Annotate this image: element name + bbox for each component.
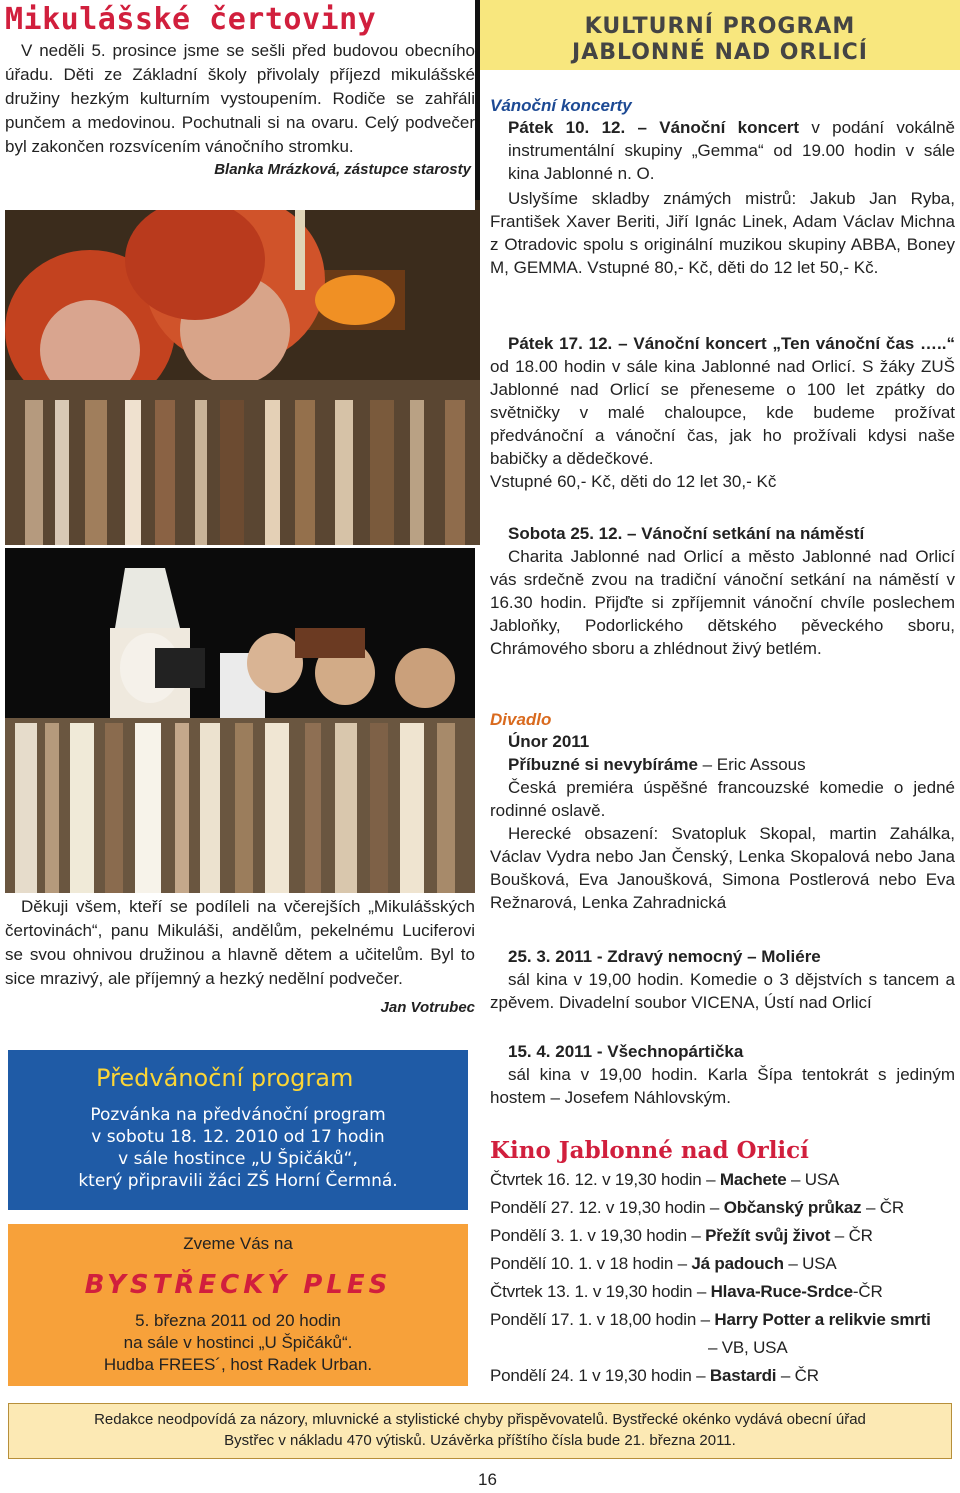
kino-row-when: Čtvrtek 13. 1. v 19,30 hodin – [490, 1282, 711, 1301]
program-header-band [480, 0, 960, 70]
ples-line: na sále v hostinci „U Špičáků“. [123, 1333, 353, 1352]
ples-text [8, 1310, 468, 1376]
kino-row-origin: – USA [786, 1170, 840, 1189]
photo-mikulas [5, 548, 475, 893]
predvanocni-heading: Předvánoční program [96, 1064, 354, 1092]
theatre2-section [490, 945, 955, 1014]
theatre1-title-line [490, 753, 955, 776]
kino-row-film: Bastardi [709, 1366, 777, 1385]
predvanocni-program-box [8, 1050, 468, 1210]
ples-heading: BYSTŘECKÝ PLES [84, 1270, 392, 1300]
theatre1-date: Únor 2011 [508, 732, 590, 751]
concerts-section [490, 96, 955, 279]
kino-row [490, 1166, 955, 1194]
ples-box [8, 1224, 468, 1386]
kino-row-film: Já padouch [691, 1254, 784, 1273]
theatre2-head: 25. 3. 2011 - Zdravý nemocný – Moliére [508, 947, 821, 966]
thanks-signature: Jan Votrubec [380, 999, 475, 1016]
concerts-label: Vánoční koncerty [490, 96, 632, 115]
predvanocni-line: Pozvánka na předvánoční program [90, 1105, 386, 1125]
concert2-text: od 18.00 hodin v sále kina Jablonné nad Orlicí. S žáky ZUŠ Jablonné nad Orlicí se přeneseme o 100 let zpátky do světničky v malé chaloupce, kde budeme prožívat předvánoční a vánoční čas, jak ho prožívali kdysi naše babičky a dědečkové. [490, 357, 955, 468]
kino-row [490, 1222, 955, 1250]
theatre3-head: 15. 4. 2011 - Všechnopártička [508, 1042, 744, 1061]
kino-row-when: Pondělí 17. 1. v 18,00 hodin – [490, 1310, 715, 1329]
concert3-head: Sobota 25. 12. – Vánoční setkání na náměstí [508, 524, 865, 543]
article-title: Mikulášské čertoviny [5, 2, 377, 37]
concert1 [490, 116, 955, 185]
kino-row-origin: – ČR [830, 1226, 873, 1245]
theatre-section [490, 710, 955, 914]
footer-line2: Bystřec v nákladu 470 výtisků. Uzávěrka příštího čísla bude 21. března 2011. [224, 1432, 736, 1449]
kino-row-origin: – USA [783, 1254, 837, 1273]
photo-mikulas-image [5, 548, 475, 893]
kino-row-film: Harry Potter a relikvie smrti [714, 1310, 931, 1329]
kino-row-when: Pondělí 24. 1 v 19,30 hodin – [490, 1366, 710, 1385]
kino-section [490, 1137, 955, 1390]
concert2 [490, 332, 955, 470]
program-heading [480, 0, 960, 66]
predvanocni-line: v sobotu 18. 12. 2010 od 17 hodin [91, 1127, 385, 1147]
theatre2-text: sál kina v 19,00 hodin. Komedie o 3 dějstvích s tancem a zpěvem. Divadelní soubor VICENA, Ústí nad Orlicí [490, 970, 955, 1012]
predvanocni-text [8, 1104, 468, 1192]
kino-row-when: Čtvrtek 16. 12. v 19,30 hodin – [490, 1170, 720, 1189]
theatre1-title: Příbuzné si nevybíráme [508, 755, 698, 774]
kino-row-origin-extra: – VB, USA [708, 1338, 788, 1357]
theatre1-author: – Eric Assous [697, 755, 806, 774]
kino-row [490, 1278, 955, 1306]
kino-row-origin: -ČR [852, 1282, 883, 1301]
kino-list [490, 1166, 955, 1390]
concert3-section [490, 522, 955, 660]
intro-signature: Blanka Mrázková, zástupce starosty [214, 161, 471, 178]
concert1-date: Pátek 10. 12. [508, 118, 626, 137]
kino-row [490, 1250, 955, 1278]
theatre1-cast: Herecké obsazení: Svatopluk Skopal, martin Zahálka, Václav Vydra nebo Jan Čenský, Lenka Skopalová nebo Jana Boušková, Eva Janoušková, Simona Postlerová nebo Eva Režnarová, Lenka Zahradnická [490, 824, 955, 912]
kino-title: Kino Jablonné nad Orlicí [490, 1137, 809, 1164]
predvanocni-line: který připravili žáci ZŠ Horní Čermná. [78, 1171, 398, 1191]
theatre3-text: sál kina v 19,00 hodin. Karla Šípa tentokrát s jediným hostem – Josefem Náhlovským. [490, 1065, 955, 1107]
footer-notice [8, 1403, 952, 1459]
kino-row-film: Machete [719, 1170, 787, 1189]
kino-row [490, 1306, 955, 1334]
kino-row-film: Občanský průkaz [723, 1198, 862, 1217]
kino-row-when: Pondělí 3. 1. v 19,30 hodin – [490, 1226, 706, 1245]
kino-row [490, 1194, 955, 1222]
concert1-desc: Uslyšíme skladby známých mistrů: Jakub Jan Ryba, František Xaver Beriti, Jiří Ignác Linek, Adam Václav Michna z Otradovic spolu s originální muzikou skupiny ABBA, Boney M, GEMMA. Vstupné 80,- Kč, děti do 12 let 50,- Kč. [490, 189, 955, 277]
intro-block [5, 2, 475, 178]
theatre1-desc: Česká premiéra úspěšné francouzské komedie o jedné rodinné oslavě. [490, 778, 955, 820]
concert1-title: – Vánoční koncert [637, 118, 800, 137]
concert2-price: Vstupné 60,- Kč, děti do 12 let 30,- Kč [490, 472, 777, 491]
concert2-section [490, 332, 955, 493]
program-heading-line1: KULTURNÍ PROGRAM [584, 14, 856, 39]
theatre3-section [490, 1040, 955, 1109]
page-number: 16 [478, 1470, 497, 1489]
intro-paragraph: V neděli 5. prosince jsme se sešli před budovou obecního úřadu. Děti ze Základní školy přivolaly příjezd mikulášské družiny hezkým kulturním vystoupením. Rodiče se zahřáli punčem a medovinou. Pochutnali si na ovaru. Celý podvečer byl zakončen rozsvícením vánočního stromku. [5, 41, 475, 156]
kino-row-film: Přežít svůj život [705, 1226, 831, 1245]
ples-line: Hudba FREES´, host Radek Urban. [103, 1355, 373, 1374]
kino-row-when: Pondělí 27. 12. v 19,30 hodin – [490, 1198, 724, 1217]
footer-line1: Redakce neodpovídá za názory, mluvnické a stylistické chyby přispěvovatelů. Bystřecké okénko vydává obecní úřad [94, 1411, 866, 1428]
concert1-text: v podání vokálně instrumentální skupiny „Gemma“ od 19.00 hodin v sále kina Jablonné n. O. [508, 118, 956, 183]
theatre-label: Divadlo [490, 710, 552, 729]
kino-row-film: Hlava-Ruce-Srdce [710, 1282, 853, 1301]
kino-row-origin: – ČR [861, 1198, 904, 1217]
thanks-block [5, 895, 475, 1016]
kino-row [490, 1362, 955, 1390]
thanks-paragraph: Děkuji všem, kteří se podíleli na včerejších „Mikulášských čertovinách“, panu Mikuláši, andělům, pekelnému Luciferovi se svou ohnivou družinou a hlavně dětem a učitelům. Byl to sice mrazivý, ale příjemný a hezký nedělní podvečer. [5, 897, 475, 988]
predvanocni-line: v sále hostince „U Špičáků“, [118, 1149, 358, 1169]
concert3-text: Charita Jablonné nad Orlicí a město Jablonné nad Orlicí vás srdečně zvou na tradiční vánoční setkání na náměstí v 16.30 hodin. Přijďte si zpříjemnit vánoční chvíle poslechem Jabloňky, Podorlického dětského pěveckého sboru, Chrámového sboru a zhlédnout živý betlém. [490, 547, 955, 658]
kino-row-origin: – ČR [776, 1366, 819, 1385]
ples-line: 5. března 2011 od 20 hodin [135, 1311, 341, 1330]
concert2-head: Pátek 17. 12. – Vánoční koncert „Ten vánoční čas …..“ [508, 334, 955, 353]
kino-row-when: Pondělí 10. 1. v 18 hodin – [490, 1254, 692, 1273]
ples-subtitle: Zveme Vás na [183, 1234, 293, 1253]
program-heading-line2: JABLONNÉ NAD ORLICÍ [572, 40, 868, 65]
